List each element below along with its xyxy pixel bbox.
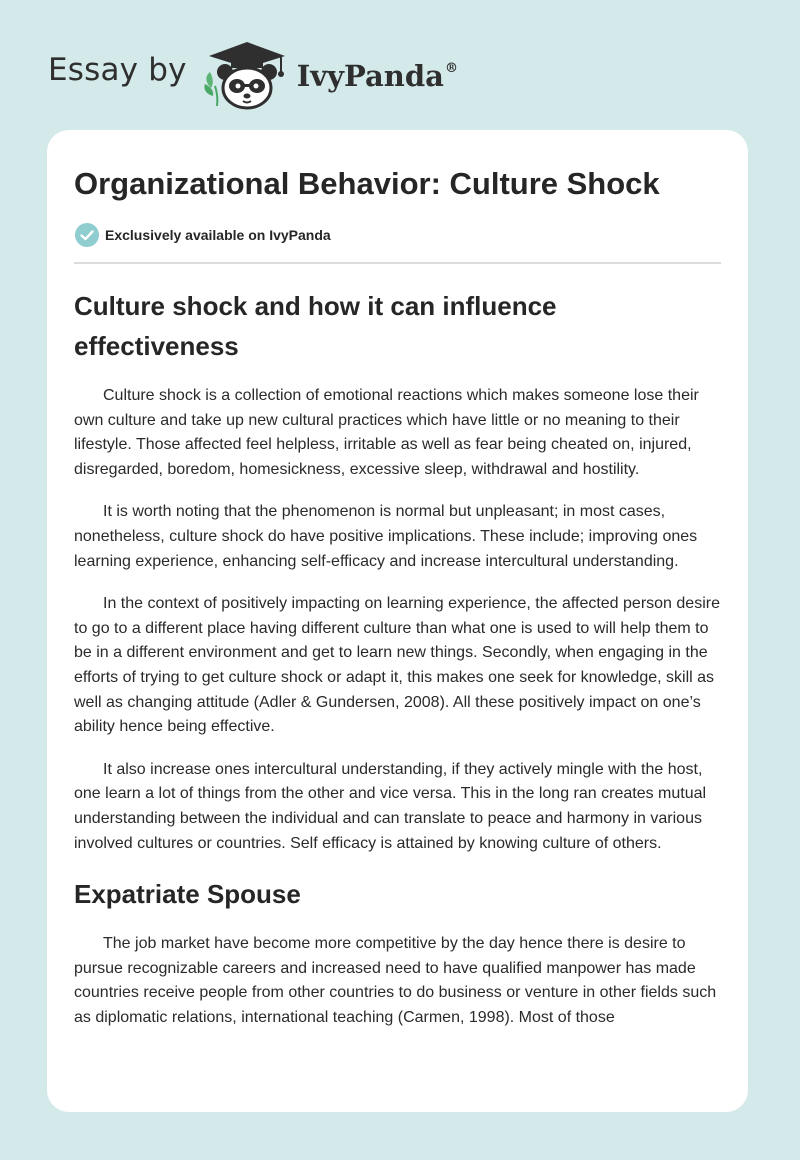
panda-graduate-logo-icon: [201, 36, 293, 112]
brand-name: [297, 59, 458, 93]
paragraph: The job market have become more competitive by the day hence there is desire to pursue recognizable careers and increased need to have qualified manpower has made countries receive people from other countries to do business or venture in other fields such as diplomatic relations, international teaching (Carmen, 1998). Most of those: [74, 935, 717, 1026]
section-heading: Culture shock and how it can influence effectiveness: [74, 291, 557, 361]
paragraph: It also increase ones intercultural understanding, if they actively mingle with the host, one learn a lot of things from the other and vice versa. This in the long ran creates mutual understanding between the individual and can translate to peace and harmony in various involved cultures or countries. Self efficacy is attained by knowing culture of others.: [74, 760, 707, 852]
section-heading: Expatriate Spouse: [74, 879, 301, 910]
check-circle-icon: [74, 222, 100, 248]
section-expatriate-spouse: [74, 874, 721, 1030]
title-divider: [74, 262, 721, 264]
exclusive-label: Exclusively available on IvyPanda: [105, 227, 331, 243]
paragraph: Culture shock is a collection of emotional reactions which makes someone lose their own culture and take up new cultural practices which have little or no meaning to their lifestyle. Those affected feel helpless, irritable as well as fear being cheated on, injured, disregarded, boredom, homesickness, excessive sleep, withdrawal and hostility.: [74, 387, 699, 478]
brand-header: [48, 36, 458, 112]
paragraph: In the context of positively impacting on learning experience, the affected person desire to go to a different place having different culture than what one is used to will help them to be in a different environment and get to learn new things. Secondly, when engaging in the efforts of trying to get culture shock or adapt it, this makes one seek for knowledge, skill as well as changing attitude (Adler & Gundersen, 2008). All these positively impact on one’s ability hence being effective.: [74, 595, 720, 736]
paragraph: It is worth noting that the phenomenon is normal but unpleasant; in most cases, nonetheless, culture shock do have positive implications. These include; improving ones learning experience, enhancing self-efficacy and increase intercultural understanding.: [74, 503, 698, 570]
section-culture-shock: [74, 286, 721, 856]
brand-name-text: IvyPanda: [296, 59, 444, 93]
article-card: [47, 130, 748, 1112]
brand-prefix: Essay by: [48, 52, 187, 88]
exclusive-badge: [74, 222, 721, 248]
article-title: Organizational Behavior: Culture Shock: [74, 166, 660, 201]
registered-mark: ®: [444, 61, 458, 76]
